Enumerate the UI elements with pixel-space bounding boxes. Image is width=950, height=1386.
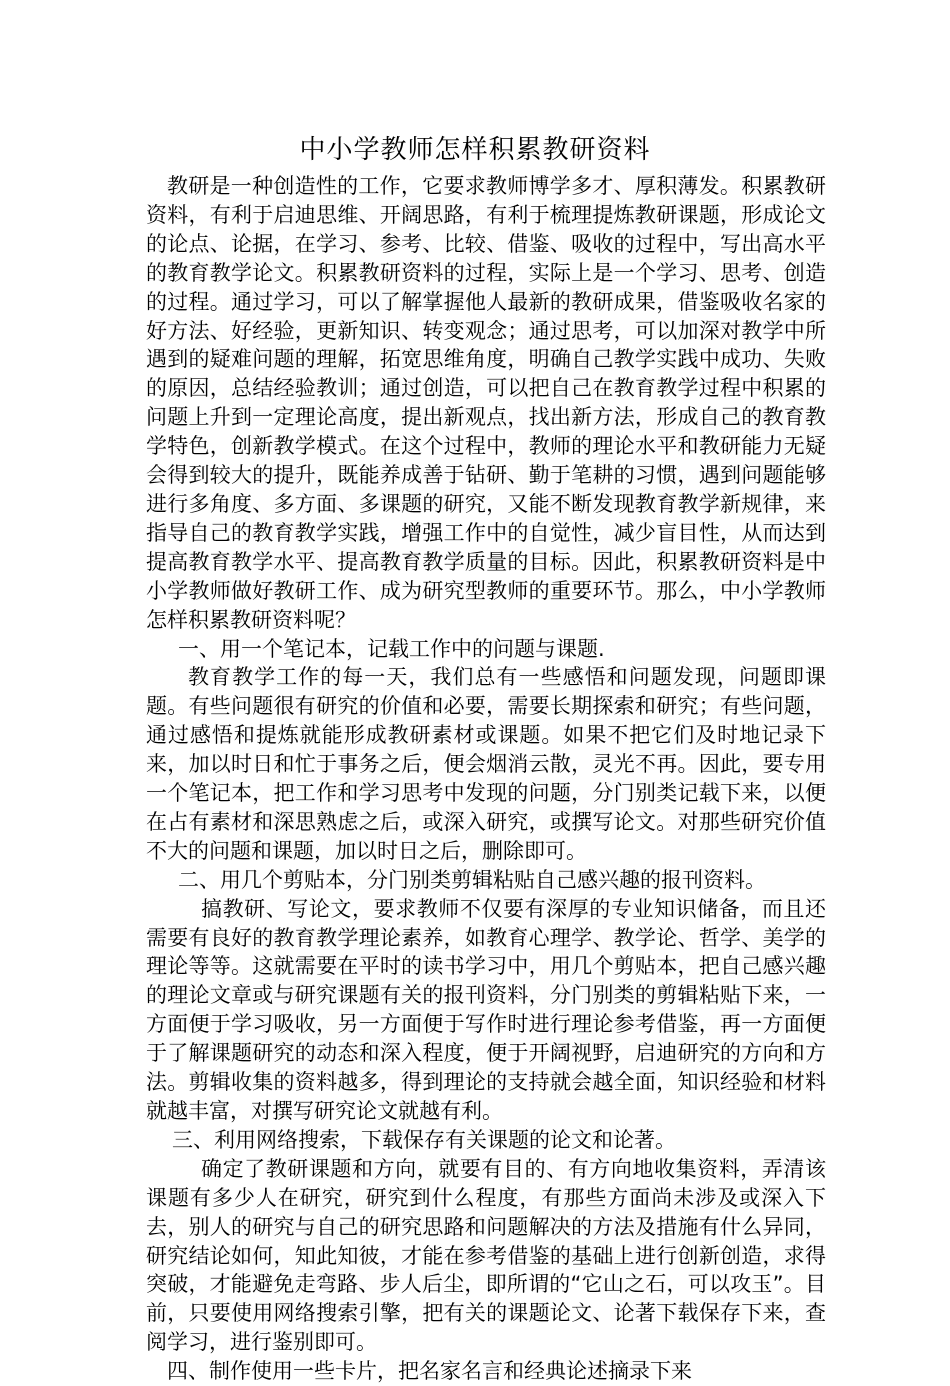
section-1-heading: 一、用一个笔记本，记载工作中的问题与课题. <box>178 636 605 661</box>
section-3-heading: 三、利用网络搜索，下载保存有关课题的论文和论著。 <box>172 1127 676 1152</box>
section-3-paragraph: 确定了教研课题和方向，就要有目的、有方向地收集资料，弄清该课题有多少人在研究，研究到什么程度，有那些方面尚未涉及或深入下去，别人的研究与自己的研究思路和问题解决的方法及措施有什么异同，研究结论如何，知此知彼，才能在参考借鉴的基础上进行创新创造，求得突破，才能避免走弯路、步人后尘，即所谓的“它山之石，可以攻玉”。目前，只要使用网络搜索引擎，把有关的课题论文、论著下载保存下来，查阅学习，进行鉴别即可。 <box>146 1156 826 1355</box>
section-1-paragraph: 教育教学工作的每一天，我们总有一些感悟和问题发现，问题即课题。有些问题很有研究的价值和必要，需要长期探索和研究；有些问题，通过感悟和提炼就能形成教研素材或课题。如果不把它们及时地记录下来，加以时日和忙于事务之后，便会烟消云散，灵光不再。因此，要专用一个笔记本，把工作和学习思考中发现的问题，分门别类记载下来，以便在占有素材和深思熟虑之后，或深入研究，或撰写论文。对那些研究价值不大的问题和课题，加以时日之后，删除即可。 <box>146 665 826 863</box>
intro-paragraph: 教研是一种创造性的工作，它要求教师博学多才、厚积薄发。积累教研资料，有利于启迪思维、开阔思路，有利于梳理提炼教研课题，形成论文的论点、论据，在学习、参考、比较、借鉴、吸收的过程中，写出高水平的教育教学论文。积累教研资料的过程，实际上是一个学习、思考、创造的过程。通过学习，可以了解掌握他人最新的教研成果，借鉴吸收名家的好方法、好经验，更新知识、转变观念；通过思考，可以加深对教学中所遇到的疑难问题的理解，拓宽思维角度，明确自己教学实践中成功、失败的原因，总结经验教训；通过创造，可以把自己在教育教学过程中积累的问题上升到一定理论高度，提出新观点，找出新方法，形成自己的教育教学特色，创新教学模式。在这个过程中，教师的理论水平和教研能力无疑会得到较大的提升，既能养成善于钻研、勤于笔耕的习惯，遇到问题能够进行多角度、多方面、多课题的研究，又能不断发现教育教学新规律，来指导自己的教育教学实践，增强工作中的自觉性，减少盲目性，从而达到提高教育教学水平、提高教育教学质量的目标。因此，积累教研资料是中小学教师做好教研工作、成为研究型教师的重要环节。那么，中小学教师怎样积累教研资料呢？ <box>146 174 826 632</box>
document-body <box>146 172 826 1386</box>
section-4-heading: 四、制作使用一些卡片，把名家名言和经典论述摘录下来 <box>167 1359 692 1384</box>
section-2-heading: 二、用几个剪贴本，分门别类剪辑粘贴自己感兴趣的报刊资料。 <box>178 867 766 892</box>
section-2-paragraph: 搞教研、写论文，要求教师不仅要有深厚的专业知识储备，而且还需要有良好的教育教学理论素养，如教育心理学、教学论、哲学、美学的理论等等。这就需要在平时的读书学习中，用几个剪贴本，把自己感兴趣的理论文章或与研究课题有关的报刊资料，分门别类的剪辑粘贴下来，一方面便于学习吸收，另一方面便于写作时进行理论参考借鉴，再一方面便于了解课题研究的动态和深入程度，便于开阔视野，启迪研究的方向和方法。剪辑收集的资料越多，得到理论的支持就会越全面，知识经验和材料就越丰富，对撰写研究论文就越有利。 <box>146 896 826 1123</box>
document-title: 中小学教师怎样积累教研资料 <box>299 135 651 165</box>
